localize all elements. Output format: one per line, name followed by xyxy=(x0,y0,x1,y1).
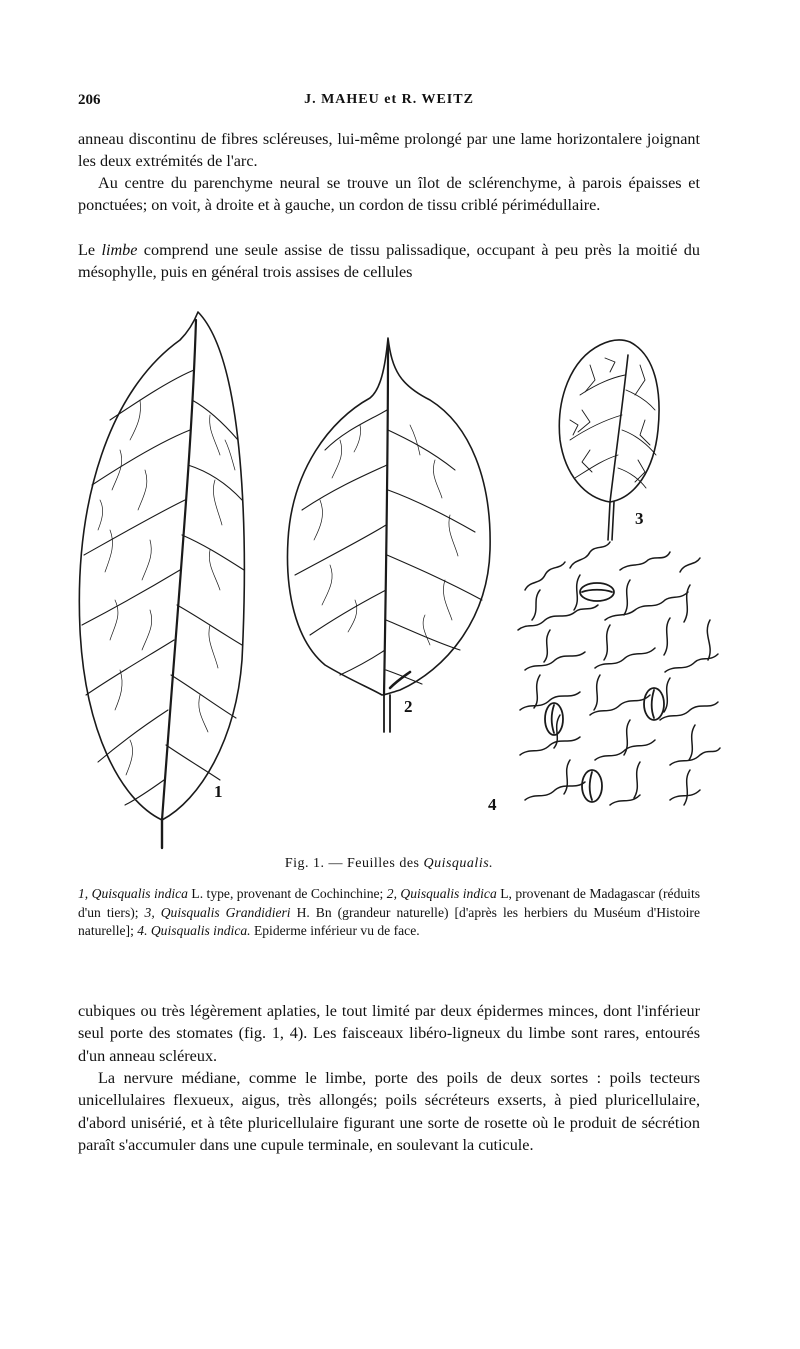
paragraph-limbe xyxy=(78,239,700,284)
caption-item-4-text: Epiderme inférieur vu de face. xyxy=(250,923,420,939)
paragraph-limbe-start: Le xyxy=(78,241,102,259)
caption-item-2-number: 2, xyxy=(386,886,401,901)
page-header xyxy=(78,92,700,116)
figure-leaves xyxy=(70,300,730,855)
figure-label-2: 2 xyxy=(404,697,413,716)
caption-item-2-species: Quisqualis indica xyxy=(400,886,497,901)
figure-caption-text xyxy=(78,885,700,941)
page-number: 206 xyxy=(78,92,101,108)
paragraph-centre-text: Au centre du parenchyme neural se trouve un îlot de sclérenchyme, à parois épaisses et ponctuées; on voit, à droite et à gauche, un cordon de tissu criblé périmédullaire. xyxy=(78,174,700,215)
caption-item-4-number: 4. xyxy=(137,923,151,939)
caption-genus: Quisqualis. xyxy=(423,856,494,871)
caption-item-3-number: 3, xyxy=(144,904,161,920)
caption-item-4-species: Quisqualis indica. xyxy=(150,923,251,939)
leaf-3-drawing xyxy=(559,340,659,540)
figure-label-1: 1 xyxy=(214,782,223,801)
leaf-1-drawing xyxy=(79,312,244,848)
figure-label-4: 4 xyxy=(488,795,497,814)
caption-title-text: Fig. 1. — Feuilles des xyxy=(284,856,424,871)
term-limbe: limbe xyxy=(101,241,138,259)
paragraph-anneau: anneau discontinu de fibres scléreuses, lui-même prolongé par une lame horizontalere joignant les deux extrémités de l'arc. xyxy=(78,130,700,171)
paragraph-centre xyxy=(78,172,700,217)
epidermis-drawing xyxy=(518,542,720,805)
caption-item-2-text: L, provenant de Madagascar (réduits d'un tiers); xyxy=(78,886,701,920)
paragraph-nervure xyxy=(78,1067,700,1157)
running-head: J. MAHEU et R. WEITZ xyxy=(304,92,474,107)
leaf-2-drawing xyxy=(287,338,490,732)
caption-item-3-species: Quisqualis Grandidieri xyxy=(160,904,291,920)
leaves-illustration xyxy=(70,300,730,855)
caption-item-3-text: H. Bn (grandeur naturelle) [d'après les herbiers du Muséum d'Histoire naturelle]; xyxy=(78,904,700,939)
paragraph-limbe-rest: comprend une seule assise de tissu palissadique, occupant à peu près la moitié du mésophylle, puis en général trois assises de cellules xyxy=(78,241,700,282)
figure-caption-title xyxy=(78,856,700,872)
paragraph-cubiques: cubiques ou très légèrement aplaties, le tout limité par deux épidermes minces, dont l'inférieur seul porte des stomates (fig. 1, 4). Les faisceaux libéro-ligneux du limbe sont rares, entourés d'un anneau scléreux. xyxy=(78,1002,700,1065)
caption-item-1-text: L. type, provenant de Cochinchine; xyxy=(187,886,387,901)
figure-label-3: 3 xyxy=(635,509,644,528)
paragraph-nervure-text: La nervure médiane, comme le limbe, porte des poils de deux sortes : poils tecteurs unicellulaires flexueux, aigus, très allongés; poils sécréteurs exserts, à pied pluricellulaire, d'abord unisérié, et à tête pluricellulaire figurant une sorte de rosette où le produit de sécrétion paraît s'accumuler dans une cupule terminale, en soulevant la cuticule. xyxy=(78,1069,700,1155)
caption-item-1-species: Quisqualis indica xyxy=(91,886,188,901)
caption-item-1-number: 1, xyxy=(78,886,92,901)
